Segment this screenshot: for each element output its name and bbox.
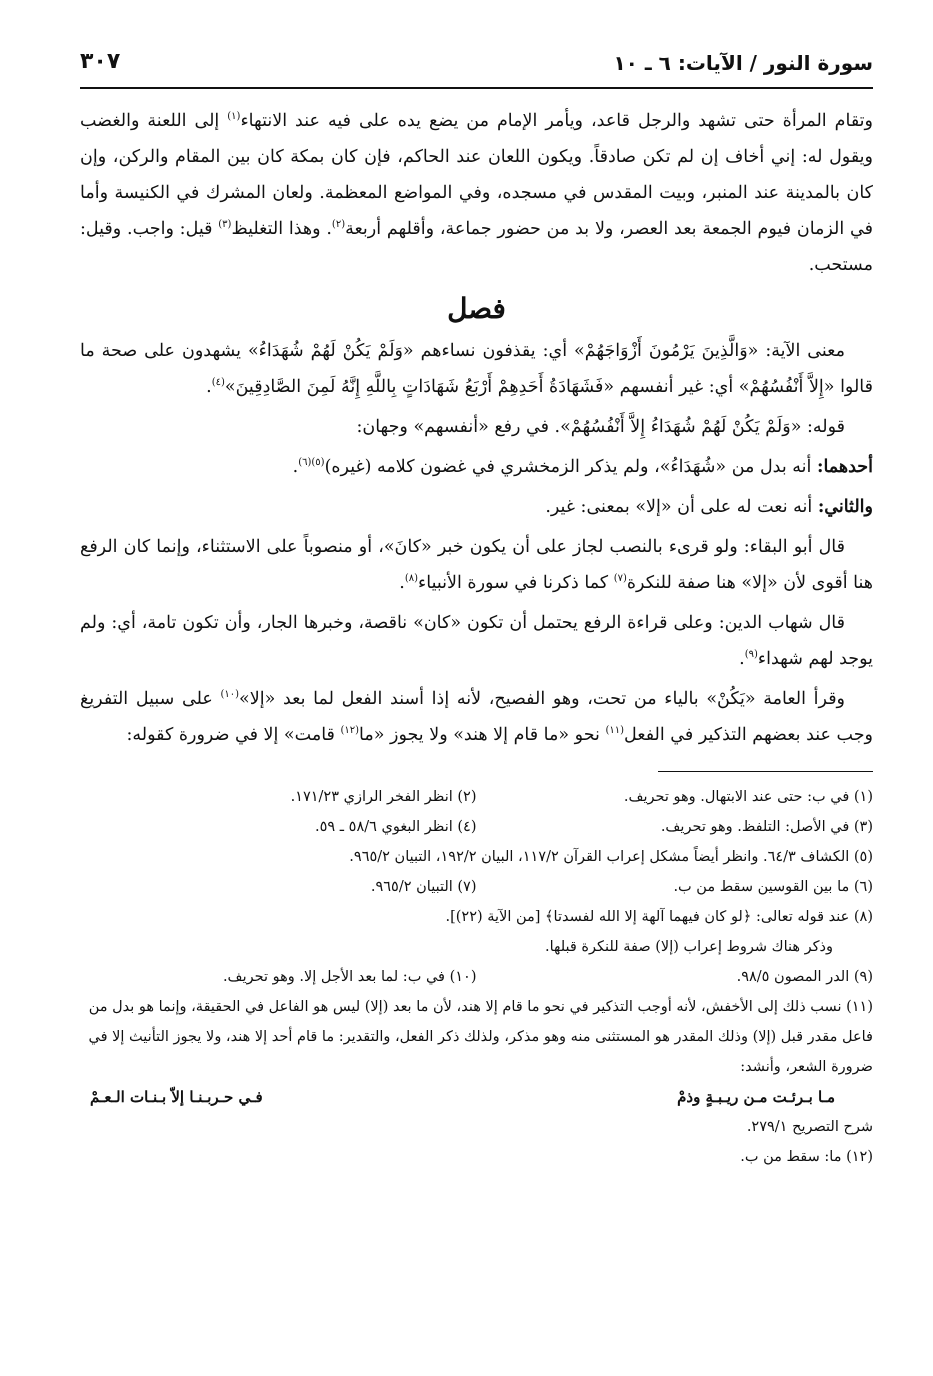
footnote-row bbox=[80, 872, 873, 902]
verse-second-hemistich: فـي حـربـنـا إلاّ بـنـات الـعـمْ bbox=[90, 1088, 263, 1106]
footnote-ref[interactable]: (٨) bbox=[404, 573, 419, 585]
footnote-ref[interactable]: (١١) bbox=[605, 725, 624, 737]
paragraph-4: أحدهما: أنه بدل من «شُهَدَاءُ»، ولم يذكر الزمخشري في غضون كلامه (غيره)$^{(٥)(٦)}$. bbox=[292, 457, 873, 477]
footnote: (٤) انظر البغوي ٥٨/٦ ـ ٥٩. bbox=[315, 819, 477, 835]
paragraph-2: معنى الآية: «وَالَّذِينَ يَرْمُونَ أَزْوَاجَهُمْ» أي: يقذفون نساءهم «وَلَمْ يَكُنْ لَهُمْ شُهَدَاءُ» يشهدون على صحة ما قالوا «إِلاَّ أَنْفُسُهُمْ» أي: غير أنفسهم «فَشَهَادَةُ أَحَدِهِمْ أَرْبَعُ شَهَادَاتٍ بِاللَّهِ إِنَّهُ لَمِنَ الصَّادِقِينَ»$^{(٤)}$. bbox=[80, 341, 873, 397]
term-label: والثاني: bbox=[817, 497, 873, 517]
running-header bbox=[80, 45, 873, 89]
footnotes bbox=[80, 782, 873, 1172]
footnote-ref[interactable]: (٧) bbox=[613, 573, 627, 585]
footnote: (٧) التبيان ٩٦٥/٢. bbox=[370, 879, 477, 895]
footnote-ref[interactable]: (٣) bbox=[218, 219, 232, 231]
footnote-row bbox=[80, 962, 873, 992]
footnote: (٨) عند قوله تعالى: ﴿لو كان فيهما آلهة إلا الله لفسدتا﴾ [من الآية (٢٢)]. bbox=[445, 909, 873, 925]
running-title: سورة النور / الآيات: ٦ ـ ١٠ bbox=[613, 51, 873, 75]
footnote: (٣) في الأصل: التلفظ. وهو تحريف. bbox=[660, 819, 873, 835]
footnote-divider bbox=[658, 771, 873, 772]
footnote-ref[interactable]: (٤) bbox=[211, 377, 225, 389]
footnote: (١) في ب: حتى عند الابتهال. وهو تحريف. bbox=[623, 789, 873, 805]
footnote-ref[interactable]: (١) bbox=[227, 111, 241, 123]
footnote: (١٢) ما: سقط من ب. bbox=[740, 1149, 873, 1165]
footnote-ref[interactable]: (٩) bbox=[744, 649, 758, 661]
footnote-row bbox=[80, 782, 873, 812]
footnote-ref[interactable]: (١٠) bbox=[220, 689, 240, 701]
paragraph-8: وقرأ العامة «يَكُنْ» بالياء من تحت، وهو الفصيح، لأنه إذا أسند الفعل لما بعد «إلا»$^{(١٠)}$ على سبيل التفريغ وجب عند بعضهم التذكير في الفعل$^{(١١)}$ نحو «ما قام إلا هند» ولا يجوز «ما$^{(١٢)}$ قامت» إلا في ضرورة كقوله: bbox=[80, 689, 873, 745]
paragraph-1: وتقام المرأة حتى تشهد والرجل قاعد، ويأمر الإمام من يضع يده على فيه عند الانتهاء$^{(١)}$ إلى اللعنة والغضب ويقول له: إني أخاف إن لم تكن صادقاً. ويكون اللعان عند الحاكم، فإن كان بمكة كان بين المقام والركن، وإن كان بالمدينة عند المنبر، وبيت المقدس في مسجده، وفي المواضع المعظمة. ولعان المشرك في الكنيسة وأما في الزمان فيوم الجمعة بعد العصر، ولا بد من حضور جماعة، وأقلهم أربعة$^{(٢)}$. وهذا التغليظ$^{(٣)}$ قيل: واجب. وقيل: مستحب. bbox=[80, 111, 873, 275]
footnote-source: شرح التصريح ٢٧٩/١. bbox=[746, 1119, 873, 1135]
footnote: (٥) الكشاف ٦٤/٣. وانظر أيضاً مشكل إعراب القرآن ١١٧/٢، البيان ١٩٢/٢، التبيان ٩٦٥/٢. bbox=[349, 849, 873, 865]
footnote: (٦) ما بين القوسين سقط من ب. bbox=[673, 879, 873, 895]
footnote: (١٠) في ب: لما بعد الأجل إلا. وهو تحريف. bbox=[222, 969, 477, 985]
footnote: (٢) انظر الفخر الرازي ١٧١/٢٣. bbox=[290, 789, 477, 805]
page-number: ٣٠٧ bbox=[80, 49, 121, 74]
paragraph-6: قال أبو البقاء: ولو قرىء بالنصب لجاز على أن يكون خبر «كانَ»، أو منصوباً على الاستثناء، وإنما كان الرفع هنا أقوى لأن «إلا» هنا صفة للنكرة$^{(٧)}$ كما ذكرنا في سورة الأنبياء$^{(٨)}$. bbox=[80, 537, 873, 593]
paragraph-3: قوله: «وَلَمْ يَكُنْ لَهُمْ شُهَدَاءُ إِلاَّ أَنْفُسُهُمْ». في رفع «أنفسهم» وجهان: bbox=[356, 417, 845, 437]
term-label: أحدهما: bbox=[816, 457, 873, 477]
book-page bbox=[80, 45, 873, 1356]
paragraph-5: والثاني: أنه نعت له على أن «إلا» بمعنى: غير. bbox=[545, 497, 873, 517]
footnote-ref[interactable]: (٥)(٦) bbox=[298, 457, 325, 469]
paragraph-7: قال شهاب الدين: وعلى قراءة الرفع يحتمل أن تكون «كان» ناقصة، وخبرها الجار، وأن تكون تامة، أي: ولم يوجد لهم شهداء$^{(٩)}$. bbox=[80, 613, 873, 669]
footnote-row bbox=[80, 812, 873, 842]
poetry-verse bbox=[80, 1082, 873, 1112]
footnote-continuation: وذكر هناك شروط إعراب (إلا) صفة للنكرة قبلها. bbox=[545, 939, 833, 955]
footnote: (٩) الدر المصون ٩٨/٥. bbox=[736, 969, 873, 985]
footnote-ref[interactable]: (١٢) bbox=[340, 725, 360, 737]
footnote-ref[interactable]: (٢) bbox=[331, 219, 346, 231]
section-heading: فصل bbox=[447, 292, 506, 325]
main-text bbox=[80, 103, 873, 753]
footnote: (١١) نسب ذلك إلى الأخفش، لأنه أوجب التذكير في نحو ما قام إلا هند، لأن ما بعد (إلا) ليس هو الفاعل في الحقيقة، وإنما هو بدل من فاعل مقدر قبل (إلا) وذلك المقدر هو المستثنى منه وهو مذكر، ولذلك ذكر الفعل، والتقدير: ما قام أحد إلا هند، ولا يجوز التأنيث إلا في ضرورة الشعر، وأنشد: bbox=[88, 999, 873, 1075]
verse-first-hemistich: مـا بـرئـت مـن ريـبـةٍ وذمْ bbox=[677, 1088, 835, 1106]
